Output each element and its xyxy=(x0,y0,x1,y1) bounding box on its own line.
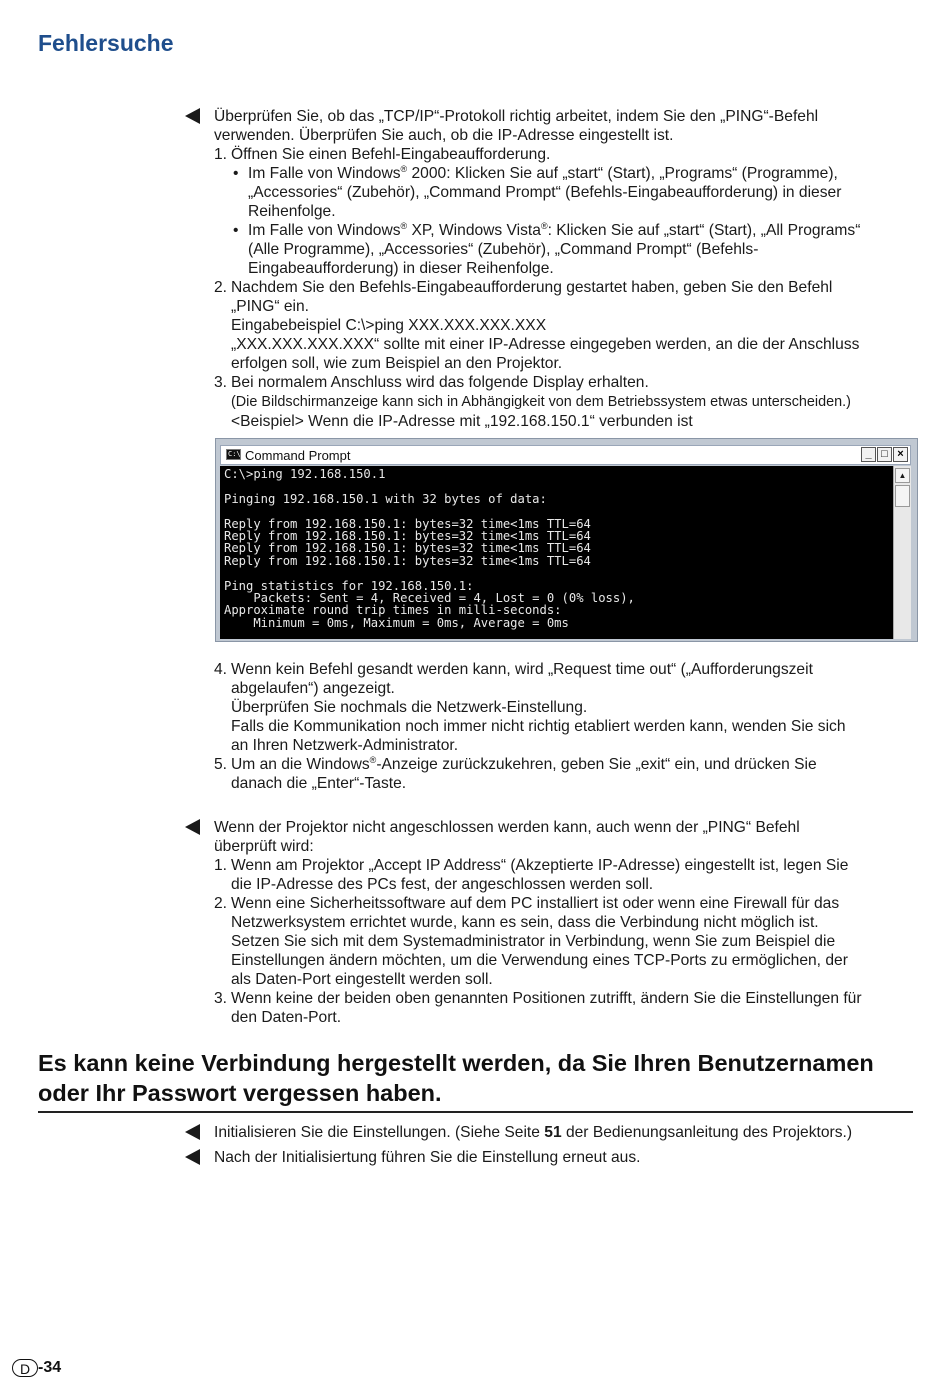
window-title-bar xyxy=(220,445,911,465)
not-connected-intro-1: Wenn der Projektor nicht angeschlossen werden kann, auch wenn der „PING“ Befehl xyxy=(214,819,800,836)
close-icon[interactable]: × xyxy=(893,447,908,462)
language-badge: D xyxy=(12,1359,38,1377)
step-5: 5. Um an die Windows®-Anzeige zurückzukehren, geben Sie „exit“ ein, und drücken Sie danach die „Enter“-Taste. xyxy=(214,754,817,792)
step-2: 2. Wenn eine Sicherheitssoftware auf dem PC installiert ist oder wenn eine Firewall für das Netzwerksystem errichtet wurde, kann es sein, dass die Verbindung nicht möglich ist. Setzen Sie sich mit dem Systemadministrator in Verbindung, wenn Sie zum Beispiel die Einstellungen ändern möchten, um die Verwendung eines TCP-Ports zu ermöglichen, der als Daten-Port eingestellt werden soll. xyxy=(214,895,848,988)
step-2: 2. Nachdem Sie den Befehls-Eingabeaufforderung gestartet haben, geben Sie den Befehl „PING“ ein. Eingabebeispiel C:\>ping XXX.XXX.XXX.XXX „XXX.XXX.XXX.XXX“ sollte mit einer IP-Adresse eingegeben werden, an die der Anschluss erfolgen soll, wie zum Beispiel an den Projektor. xyxy=(214,279,860,372)
triangle-bullet-icon xyxy=(185,108,200,124)
reinit-item-wrap xyxy=(185,1148,915,1167)
page-title: Fehlersuche xyxy=(38,30,174,56)
forgotten-password-items xyxy=(185,1123,915,1142)
step-3: 3. Wenn keine der beiden oben genannten Positionen zutrifft, ändern Sie die Einstellungen für den Daten-Port. xyxy=(214,990,862,1026)
windows-2000-item: • Im Falle von Windows® 2000: Klicken Sie auf „start“ (Start), „Programs“ (Programme), „Accessories“ (Zubehör), „Command Prompt“ (Befehls-Eingabeaufforderung) in dieser Reihenfolge. xyxy=(233,163,842,220)
reinit-item: Nach der Initialisiertung führen Sie die Einstellung erneut aus. xyxy=(214,1149,641,1166)
os-note: (Die Bildschirmanzeige kann sich in Abhängigkeit von dem Betriebssystem etwas unterscheiden.) xyxy=(231,394,851,410)
maximize-icon[interactable]: □ xyxy=(877,447,892,462)
scroll-thumb[interactable] xyxy=(895,485,910,507)
step-4: 4. Wenn kein Befehl gesandt werden kann, wird „Request time out“ („Aufforderungszeit abgelaufen“) angezeigt. Überprüfen Sie nochmals die Netzwerk-Einstellung. Falls die Kommunikation noch immer nicht richtig etabliert werden kann, wenden Sie sich an Ihren Netzwerk-Administrator. xyxy=(214,661,846,754)
not-connected-intro-2: überprüft wird: xyxy=(214,838,314,855)
example-caption: <Beispiel> Wenn die IP-Adresse mit „192.168.150.1“ verbunden ist xyxy=(231,413,693,430)
windows-xp-item: • Im Falle von Windows® XP, Windows Vista®: Klicken Sie auf „start“ (Start), „All Programs“ (Alle Programme), „Accessories“ (Zubehör), „Command Prompt“ (Befehls- Eingabeaufforderung) in dieser Reihenfolge. xyxy=(233,220,861,277)
vertical-scrollbar[interactable] xyxy=(893,466,911,639)
section-heading: Es kann keine Verbindung hergestellt werden, da Sie Ihren Benutzernamen oder Ihr Passwort vergessen haben. xyxy=(38,1048,913,1113)
triangle-bullet-icon xyxy=(185,1124,200,1140)
triangle-bullet-icon xyxy=(185,819,200,835)
minimize-icon[interactable]: _ xyxy=(861,447,876,462)
console-text: C:\>ping 192.168.150.1 Pinging 192.168.150.1 with 32 bytes of data: Reply from 192.168.150.1: bytes=32 time<1ms TTL=64 Reply from 192.168.150.1: bytes=32 time<1ms TTL=64 Reply from 192.168.150.1: bytes=32 time<1ms TTL=64 Reply from 192.168.150.1: bytes=32 time<1ms TTL=64 Ping statistics for 192.168.150.1: Packets: Sent = 4, Received = 4, Lost = 0 (0% loss), Approximate round trip times in milli-seconds: Minimum = 0ms, Maximum = 0ms, Average = 0ms xyxy=(224,467,635,630)
command-prompt-icon: C:\ xyxy=(228,450,241,458)
reset-item: Initialisieren Sie die Einstellungen. (Siehe Seite 51 der Bedienungsanleitung des Projektors.) xyxy=(214,1124,853,1141)
console-output xyxy=(220,466,893,639)
command-prompt-window xyxy=(215,438,918,642)
triangle-bullet-icon xyxy=(185,1149,200,1165)
page-number: D -34 xyxy=(12,1359,61,1377)
step-3: 3. Bei normalem Anschluss wird das folgende Display erhalten. (Die Bildschirmanzeige kann sich in Abhängigkeit von dem Betriebssystem etwas unterscheiden.) <Beispiel> Wenn die IP-Adresse mit „192.168.150.1“ verbunden ist xyxy=(214,374,851,430)
ping-section xyxy=(185,107,915,431)
ping-intro-line-1: Überprüfen Sie, ob das „TCP/IP“-Protokoll richtig arbeitet, indem Sie den „PING“-Befehl xyxy=(214,108,819,125)
ping-followup-steps xyxy=(185,660,915,793)
not-connected-section xyxy=(185,818,915,1027)
scroll-up-arrow-icon[interactable]: ▲ xyxy=(895,468,910,483)
step-1: 1. Öffnen Sie einen Befehl-Eingabeaufforderung. xyxy=(214,146,551,163)
window-title: Command Prompt xyxy=(245,448,351,463)
ping-intro-line-2: verwenden. Überprüfen Sie auch, ob die IP-Adresse eingestellt ist. xyxy=(214,127,674,144)
step-1: 1. Wenn am Projektor „Accept IP Address“ (Akzeptierte IP-Adresse) eingestellt ist, legen Sie die IP-Adresse des PCs fest, der angeschlossen werden soll. xyxy=(214,857,849,893)
